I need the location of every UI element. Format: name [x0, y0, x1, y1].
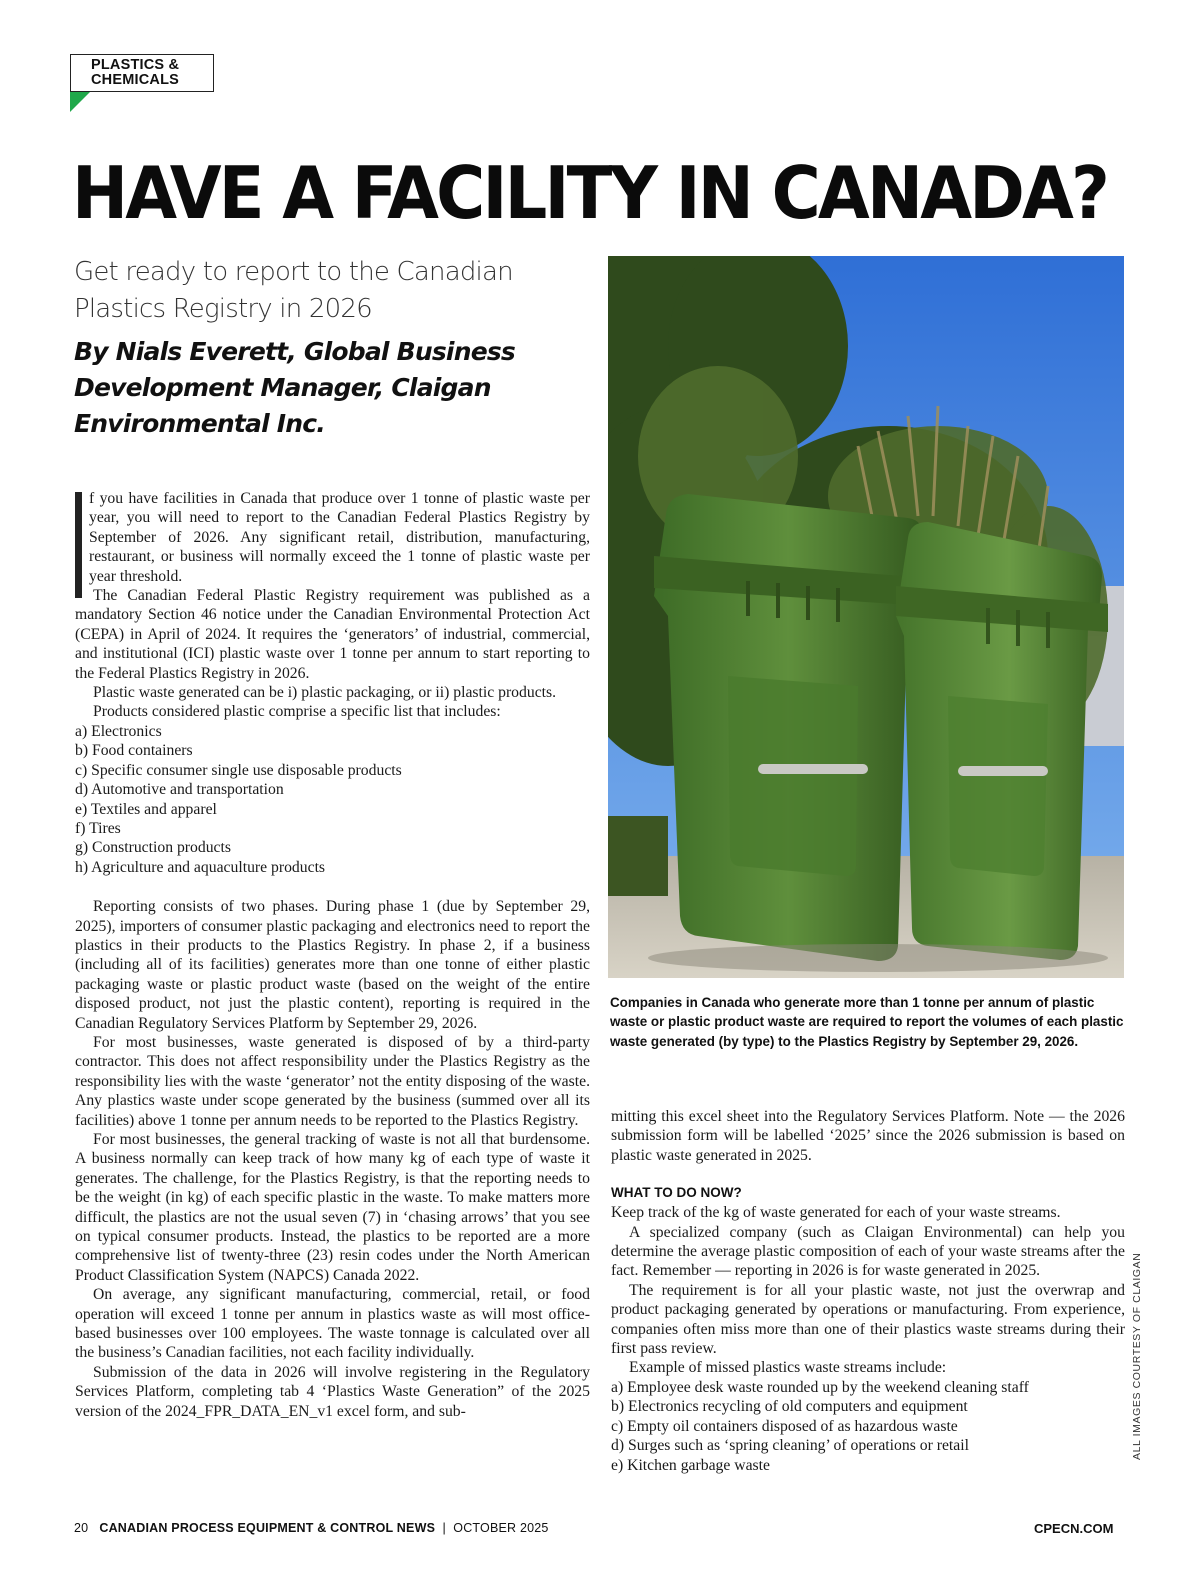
- page-number: 20: [74, 1521, 89, 1535]
- list-item: a) Employee desk waste rounded up by the weekend cleaning staff: [611, 1378, 1029, 1396]
- list-item: c) Specific consumer single use disposable products: [75, 761, 402, 779]
- article-column-2: [611, 1107, 1125, 1475]
- photo-green-bins: [608, 256, 1124, 978]
- paragraph: Products considered plastic comprise a specific list that includes:: [93, 703, 501, 721]
- byline: [74, 334, 594, 442]
- list-item: c) Empty oil containers disposed of as hazardous waste: [611, 1417, 958, 1435]
- footer-separator: |: [442, 1521, 446, 1535]
- article-column-1: [75, 489, 590, 1421]
- list-item: d) Automotive and transportation: [75, 781, 284, 799]
- byline-line3: Environmental Inc.: [74, 409, 325, 438]
- paragraph: A specialized company (such as Claigan Environmental) can help you determine the average plastic composition of each of your waste streams after the fact. Remember — reporting in 2026 is for waste generated in 2025.: [611, 1223, 1125, 1280]
- publication-name: CANADIAN PROCESS EQUIPMENT & CONTROL NEWS: [99, 1521, 436, 1535]
- list-item: g) Construction products: [75, 839, 231, 857]
- paragraph: Plastic waste generated can be i) plastic packaging, or ii) plastic products.: [93, 684, 557, 702]
- paragraph: Reporting consists of two phases. During phase 1 (due by September 29, 2025), importers of consumer plastic packaging and electronics need to report the plastics in their products to the Plastics Registry. In phase 2, if a business (including all of its facilities) generates more than one tonne of either plastic packaging waste or plastic product waste (based on the weight of the entire disposed product, not just the plastic content), reporting is required in the Canadian Regulatory Services Platform by September 29, 2026.: [75, 898, 590, 1032]
- paragraph: For most businesses, waste generated is disposed of by a third-party contractor. This does not affect responsibility under the Plastics Registry as the responsibility lies with the waste ‘generator’ not the entity disposing of the waste. Any plastics waste under scope generated by the business (summed over all its facilities) above 1 tonne per annum needs to be reported to the Plastics Registry.: [75, 1033, 590, 1129]
- paragraph: Keep track of the kg of waste generated for each of your waste streams.: [611, 1204, 1061, 1222]
- footer-publication-line: [74, 1521, 549, 1535]
- section-tag-line1: PLASTICS &: [91, 57, 180, 73]
- paragraph: mitting this excel sheet into the Regulatory Services Platform. Note — the 2026 submission form will be labelled ‘2025’ since the 2026 submission is based on plastic waste generated in 2025.: [611, 1108, 1125, 1164]
- list-item: e) Kitchen garbage waste: [611, 1456, 770, 1474]
- section-tag-triangle: [70, 92, 90, 112]
- paragraph: Example of missed plastics waste streams include:: [629, 1359, 947, 1377]
- section-tag: [70, 54, 214, 92]
- paragraph: The requirement is for all your plastic waste, not just the overwrap and product packaging generated by operations or manufacturing. From experience, companies often miss more than one of their plastics waste streams during their first pass review.: [611, 1281, 1125, 1358]
- issue-date: OCTOBER 2025: [453, 1521, 549, 1535]
- paragraph: On average, any significant manufacturing, commercial, retail, or food operation will exceed 1 tonne per annum in plastics waste as will most office-based businesses over 100 employees. The waste tonnage is calculated over all the business’s Canadian facilities, not each facility individually.: [75, 1286, 590, 1362]
- subhead-line1: Get ready to report to the Canadian: [74, 257, 513, 287]
- byline-line2: Development Manager, Claigan: [74, 373, 491, 402]
- image-credit: ALL IMAGES COURTESY OF CLAIGAN: [1131, 1252, 1143, 1460]
- paragraph: The Canadian Federal Plastic Registry requirement was published as a mandatory Section 46 notice under the Canadian Environmental Protection Act (CEPA) in April of 2024. It requires the ‘generators’ of industrial, commercial, and institutional (ICI) plastic waste over 1 tonne per annum to start reporting to the Federal Plastics Registry in 2026.: [75, 587, 590, 682]
- section-heading: WHAT TO DO NOW?: [611, 1185, 742, 1201]
- list-item: a) Electronics: [75, 722, 162, 740]
- byline-line1: By Nials Everett, Global Business: [74, 337, 516, 366]
- photo-caption: Companies in Canada who generate more than 1 tonne per annum of plastic waste or plastic product waste are required to report the volumes of each plastic waste generated (by type) to the Plastics Registry by September 29, 2026.: [610, 995, 1124, 1049]
- paragraph: For most businesses, the general tracking of waste is not all that burdensome. A business normally can keep track of how many kg of each type of waste it generates. The challenge, for the Plastics Registry, is that the reporting needs to be the weight (in kg) of each specific plastic in the waste. To make matters more difficult, the plastics are not the usual seven (7) in ‘chasing arrows’ that you see on typical consumer products. Instead, the plastics to be reported are a more comprehensive list of twenty-three (23) resin codes under the North American Product Classification System (NAPCS) Canada 2022.: [75, 1131, 590, 1284]
- section-tag-line2: CHEMICALS: [91, 72, 179, 88]
- paragraph: Submission of the data in 2026 will involve registering in the Regulatory Services Platform, completing tab 4 ‘Plastics Waste Generation” of the 2025 version of the 2024_FPR_DATA_EN_v1 excel form, and sub-: [75, 1363, 590, 1420]
- list-item: b) Electronics recycling of old computers and equipment: [611, 1398, 968, 1416]
- list-item: h) Agriculture and aquaculture products: [75, 858, 326, 876]
- list-item: b) Food containers: [75, 742, 193, 760]
- list-item: e) Textiles and apparel: [75, 800, 217, 818]
- subhead: [74, 254, 594, 328]
- website-link[interactable]: CPECN.COM: [1034, 1521, 1114, 1536]
- headline: HAVE A FACILITY IN CANADA?: [72, 151, 1108, 235]
- intro-paragraph: f you have facilities in Canada that produce over 1 tonne of plastic waste per year, you will need to report to the Canadian Federal Plastics Registry by September of 2026. Any significant retail, distribution, manufacturing, restaurant, or business will normally exceed the 1 tonne of plastic waste per year threshold.: [89, 490, 590, 585]
- list-item: f) Tires: [75, 819, 121, 837]
- subhead-line2: Plastics Registry in 2026: [74, 294, 372, 324]
- list-item: d) Surges such as ‘spring cleaning’ of operations or retail: [611, 1437, 969, 1455]
